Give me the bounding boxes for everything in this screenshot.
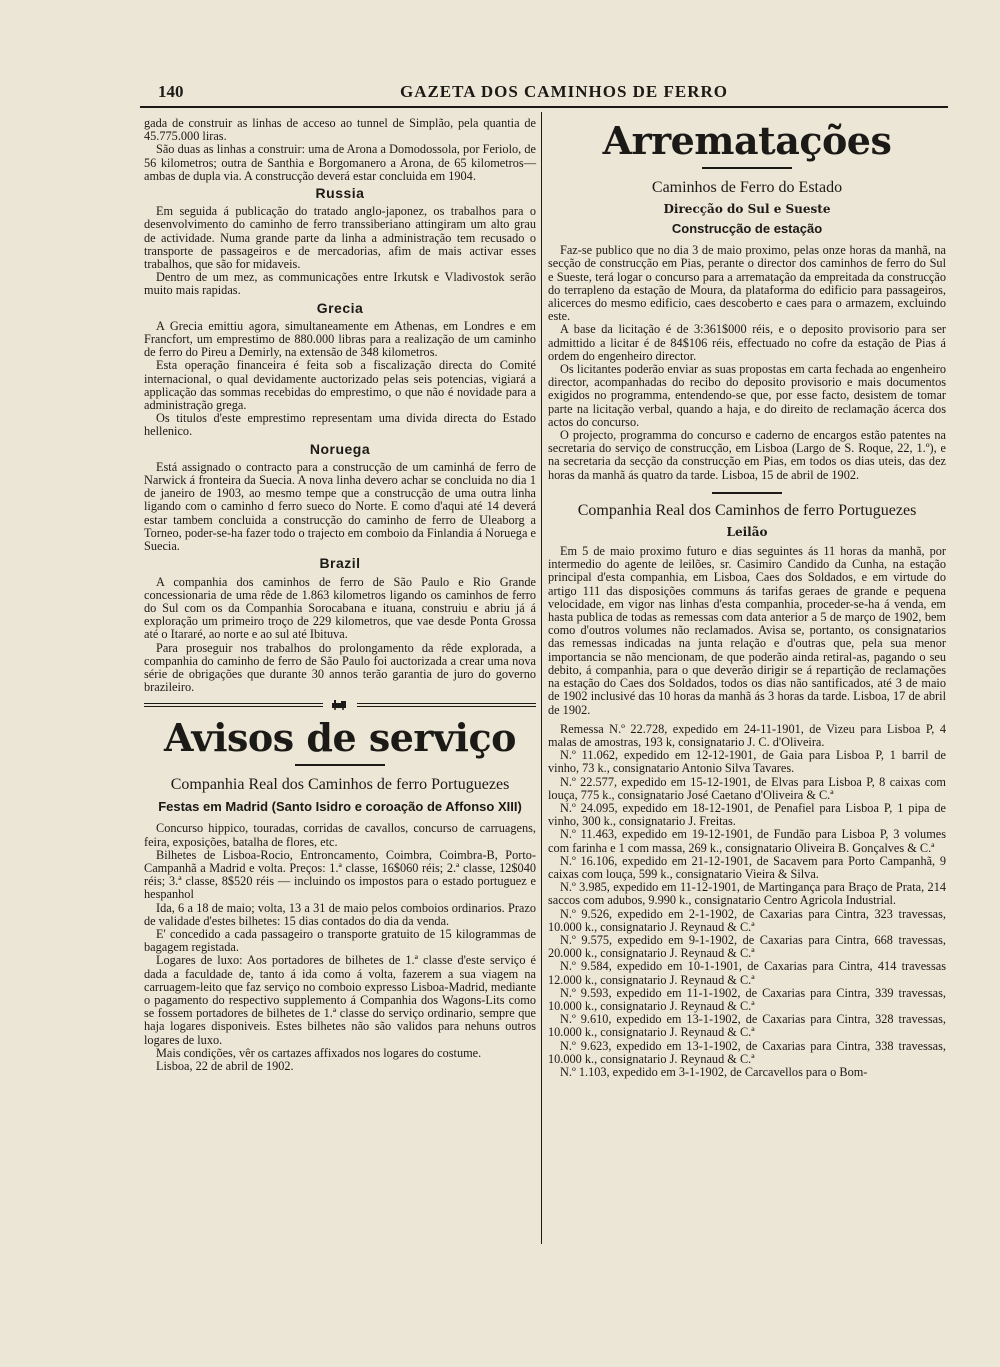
intro-paragraph: gada de construir as linhas de acceso ao tunnel de Simplão, pela quantia de 45.775.000 liras. (144, 116, 536, 144)
notice-subtitle: Construcção de estação (671, 221, 823, 237)
notice-subtitle: Festas em Madrid (Santo Isidro e coroação de Affonso XIII) (158, 799, 522, 815)
paragraph: Em seguida á publicação do tratado anglo-japonez, os trabalhos para o desenvolvimento do caminho de ferro transsiberiano attingiram um alto grau de actividade. Numa grande parte da linha a administração tem recusado o transporte de passageiros e de mercadorias, afim de mais activar esses trabalhos, que são for midaveis. (144, 204, 536, 272)
list-item: N.º 9.584, expedido em 10-1-1901, de Caxarias para Cintra, 414 travessas 12.000 k., consignatario J. Reynaud & C.ª (548, 959, 946, 987)
paragraph: Os titulos d'este emprestimo representam uma divida directa do Estado hellenico. (144, 411, 536, 439)
arrematacoes-title: Arrematações (602, 118, 892, 163)
paragraph: Está assignado o contracto para a construcção de um caminhá de ferro de Narwick á fronteira da Suecia. A nova linha devero achar se concluida no dia 1 de janeiro de 1903, ao mesmo tempe que a construcção de uma outra linha ligando com o caminho d ferro sueco do Norte. E como d'aqui até 14 deverá estar tambem concluida a construcção do caminho de ferro de Uleaborg a Torneo, poder-se-ha fazer todo o trajecto em comboio da Finlandia á Noruega e Suecia. (144, 459, 536, 554)
paragraph: Concurso hippico, touradas, corridas de cavallos, concurso de carruagens, feira, exposições, batalha de flores, etc. (144, 821, 536, 849)
list-item: N.º 16.106, expedido em 21-12-1901, de Sacavem para Porto Campanhã, 9 caixas com louça, 599 k., consignatario Vieira & Silva. (548, 853, 946, 881)
paragraph: A Grecia emittiu agora, simultaneamente em Athenas, em Londres e em Francfort, um emprestimo de 880.000 libras para a realização de um caminho de ferro do Pireu a Demirly, na extensão de 348 kilometros. (144, 318, 536, 360)
list-item: N.º 1.103, expedido em 3-1-1902, de Carcavellos para o Bom- (560, 1064, 868, 1079)
paragraph: Bilhetes de Lisboa-Rocio, Entroncamento, Coimbra, Coimbra-B, Porto-Campanhã a Madrid e volta. Preços: 1.ª classe, 16$060 réis; 2.ª classe, 12$040 réis; 3.ª classe, 8$520 réis — incluindo os impostos para o estado portuguez e hespanhol (144, 847, 536, 902)
paragraph: A companhia dos caminhos de ferro de São Paulo e Rio Grande concessionaria de uma rêde de 1.863 kilometros ligando os caminhos de ferro do Sul com os da Companhia Sorocabana e ituana, construiu e abriu já á exploração um primeiro troço de 229 kilometros, que vae desde Ponta Grossa até o Itararé, ao norte e ao sul até Ibituva. (144, 574, 536, 642)
paragraph: Mais condições, vêr os cartazes affixados nos logares do costume. (156, 1045, 482, 1060)
paragraph: Em 5 de maio proximo futuro e dias seguintes ás 11 horas da manhã, por intermedio do agente de leilões, sr. Casimiro Candido da Cunha, na estação principal d'esta companhia, em Lisboa, Caes dos Soldados, e em virtude do artigo 111 das disposições communs ás tarifas geraes de grande e pequena velocidade, em vigor nas linhas d'esta companhia, proceder-se-ha á venda, em hasta publica de todas as remessas com data anterior a 5 de março de 1902, bem como d'outros volumes não reclamados. Avisa se, portanto, os consignatarios das remessas indicadas na junta relação e d'outras que, pela sua menor importancia se não mencionam, de que poderão ainda retiral-as, pagando o seu debito, á companhia, para o que deverão dirigir se á repartição de reclamações na estação do Caes dos Soldados, todos os dias não santificados, até 3 de maio de 1902 inclusivé das 10 horas da manhã ás 3 horas da tarde. Lisboa, 17 de abril de 1902. (548, 544, 946, 717)
paragraph: Logares de luxo: Aos portadores de bilhetes de 1.ª classe d'este serviço é dada a faculdade de, tanto á ida como á volta, fazerem a sua viagem na carruagem-leito que faz serviço no comboio expresso Lisboa-Madrid, mediante o pagamento do respectivo supplemento á Companhia dos Wagons-Lits como se fossem portadores de bilhetes de 1.ª classe do serviço ordinario, sempre que haja logares disponiveis. Estes bilhetes não são validos para nehuns outros logares de luxo. (144, 953, 536, 1047)
paragraph: E' concedido a cada passageiro o transporte gratuito de 15 kilogrammas de bagagem registada. (144, 926, 536, 955)
company-heading: Companhia Real dos Caminhos de ferro Portuguezes (577, 501, 917, 519)
publication-title: GAZETA DOS CAMINHOS DE FERRO (399, 82, 729, 101)
dateline: Lisboa, 22 de abril de 1902. (156, 1058, 294, 1073)
column-divider (541, 112, 542, 1244)
paragraph: O projecto, programma do concurso e caderno de encargos estão patentes na secretaria do serviço de construcção, em Lisboa (Largo de S. Roque, 22, 1.º), e na secretaria da secção da construcção em Pias, em todos os dias uteis, das dez horas da manhã ás quatro da tarde. Lisboa, 15 de abril de 1902. (548, 428, 946, 482)
direction-heading: Direcção do Sul e Sueste (663, 202, 831, 216)
section-heading-noruega: Noruega (309, 440, 371, 457)
page-number: 140 (158, 82, 184, 101)
list-item: N.º 11.062, expedido em 12-12-1901, de Gaia para Lisboa P, 1 barril de vinho, 73 k., consignatario Antonio Silva Tavares. (548, 748, 946, 776)
title-rule (702, 167, 792, 169)
list-item: N.º 24.095, expedido em 18-12-1901, de Penafiel para Lisboa P, 1 pipa de vinho, 300 k., consignatario J. Freitas. (548, 800, 946, 829)
paragraph: Os licitantes poderão enviar as suas propostas em carta fechada ao engenheiro director, acompanhadas do recibo do deposito provisorio e mais documentos exigidos no programma, entendendo-se que, por esse facto, desistem de tomar parte na licitação verbal, quando a haja, e do direito de reclamação ácerca dos actos do concurso. (548, 362, 946, 429)
section-heading-brazil: Brazil (319, 555, 361, 572)
company-heading: Companhia Real dos Caminhos de ferro Portuguezes (170, 776, 510, 794)
list-item: N.º 22.577, expedido em 15-12-1901, de Elvas para Lisboa P, 8 caixas com louça, 775 k., consignatario José Caetano d'Oliveira & C.ª (548, 774, 946, 802)
list-item: N.º 11.463, expedido em 19-12-1901, de Fundão para Lisboa P, 3 volumes com farinha e 1 com massa, 269 k., consignatario Oliveira B. Gonçalves & C.ª (548, 827, 946, 855)
header-rule (140, 106, 948, 108)
paragraph: A base da licitação é de 3:361$000 réis, e o deposito provisorio para ser admittido a licitar é de 84$106 réis, effectuado no cofre da estação de Pias á ordem do engenheiro director. (548, 322, 946, 363)
section-heading-grecia: Grecia (316, 299, 364, 316)
list-item: N.º 9.593, expedido em 11-1-1902, de Caxarias para Cintra, 339 travessas, 10.000 k., consignatario J. Reynaud & C.ª (548, 985, 946, 1013)
list-item: N.º 3.985, expedido em 11-12-1901, de Martingança para Braço de Prata, 214 saccos com adubos, 9.990 k., consignatario Centro Agricola Industrial. (548, 880, 946, 908)
list-item: N.º 9.526, expedido em 2-1-1902, de Caxarias para Cintra, 323 travessas, 10.000 k., consignatario J. Reynaud & C.ª (548, 906, 946, 934)
title-rule (295, 764, 385, 766)
section-heading-russia: Russia (315, 185, 365, 202)
leilao-subtitle: Leilão (726, 524, 768, 539)
paragraph: Ida, 6 a 18 de maio; volta, 13 a 31 de maio pelos comboios ordinarios. Prazo de validade d'estes bilhetes: 15 dias contados do dia da venda. (144, 900, 536, 928)
intro-paragraph: São duas as linhas a construir: uma de Arona a Domodossola, por Feriolo, de 56 kilometros; outra de Santhia e Borgomanero a Arona, de 65 kilometros—ambas de dupla via. A construcção deverá estar concluida em 1904. (144, 142, 536, 183)
ornamental-divider (144, 700, 536, 710)
locomotive-icon (331, 700, 349, 710)
list-item: N.º 9.610, expedido em 13-1-1902, de Caxarias para Cintra, 328 travessas, 10.000 k., consignatario J. Reynaud & C.ª (548, 1012, 946, 1040)
list-item: Remessa N.º 22.728, expedido em 24-11-1901, de Vizeu para Lisboa P, 4 malas de amostras, 193 k, consignatario J. C. d'Oliveira. (548, 721, 946, 749)
page-header (140, 80, 948, 106)
paragraph: Faz-se publico que no dia 3 de maio proximo, pelas onze horas da manhã, na secção de construcção em Pias, perante o director dos caminhos de ferro do Sul e Sueste, terá logar o concurso para a arrematação da empreitada da construcção do terrapleno da estação de Moura, da plataforma do edificio para passageiros, alicerces do mesmo edificio, caes descoberto e caes para o armazem, excluindo este. (548, 243, 946, 324)
list-item: N.º 9.623, expedido em 13-1-1902, de Caxarias para Cintra, 338 travessas, 10.000 k., consignatario J. Reynaud & C.ª (548, 1038, 946, 1066)
avisos-title: Avisos de serviço (164, 715, 516, 761)
list-item: N.º 9.575, expedido em 9-1-1902, de Caxarias para Cintra, 668 travessas, 20.000 k., consignatario J. Reynaud & C.ª (548, 932, 946, 961)
paragraph: Esta operação financeira é feita sob a fiscalização directa do Comité internacional, o qual devidamente auctorizado pelas seis potencias, vigiará a applicação das sommas recebidas do emprestimo, o que não é novidade para a administração grega. (144, 358, 536, 413)
right-column (548, 117, 946, 1079)
left-column (144, 117, 536, 1073)
paragraph: Para proseguir nos trabalhos do prolongamento da rêde explorada, a companhia do caminho de ferro de São Paulo foi auctorizada a crear uma nova série de obrigações que durante 30 annos terão garantia de juro do governo brazileiro. (144, 640, 536, 695)
section-separator (712, 492, 782, 494)
paragraph: Dentro de um mez, as communicações entre Irkutsk e Vladivostok serão muito mais rapidas. (144, 270, 536, 298)
company-heading: Caminhos de Ferro do Estado (651, 179, 843, 196)
